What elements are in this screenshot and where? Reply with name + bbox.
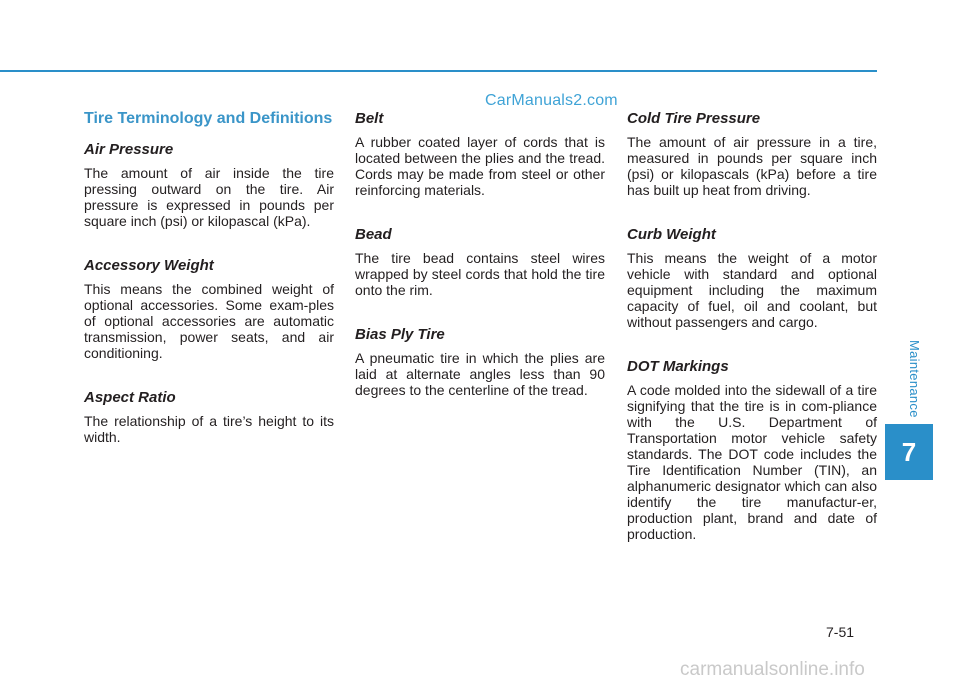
term-heading: Bias Ply Tire — [355, 326, 445, 343]
chapter-number-tab: 7 — [885, 424, 933, 480]
entry-cold-tire-pressure — [627, 110, 877, 198]
page-number: 7-51 — [826, 624, 855, 640]
term-heading: Accessory Weight — [84, 257, 214, 274]
entry-accessory-weight — [84, 257, 334, 361]
term-heading: DOT Markings — [627, 358, 729, 375]
term-definition: The amount of air inside the tire pressing outward on the tire. Air pressure is expressed in pounds per square inch (psi) or kilopascal (kPa). — [84, 165, 334, 229]
term-heading: Belt — [355, 110, 384, 127]
term-definition: The tire bead contains steel wires wrapped by steel cords that hold the tire onto the rim. — [355, 250, 605, 298]
column-3 — [627, 110, 877, 570]
term-heading: Air Pressure — [84, 141, 174, 158]
term-heading: Curb Weight — [627, 226, 716, 243]
term-definition: The relationship of a tire’s height to its width. — [84, 413, 334, 445]
term-definition: A rubber coated layer of cords that is located between the plies and the tread. Cords may be made from steel or other reinforcing materials. — [355, 134, 605, 198]
term-heading: Cold Tire Pressure — [627, 110, 761, 127]
watermark-bottom: carmanualsonline.info — [680, 659, 865, 680]
entry-aspect-ratio — [84, 389, 334, 445]
column-1 — [84, 110, 334, 473]
term-definition: This means the weight of a motor vehicle with standard and optional equipment including the maximum capacity of fuel, oil and coolant, but without passengers and cargo. — [627, 250, 877, 330]
term-definition: A pneumatic tire in which the plies are laid at alternate angles less than 90 degrees to the centerline of the tread. — [355, 350, 605, 398]
entry-bias-ply-tire — [355, 326, 605, 398]
entry-air-pressure — [84, 141, 334, 229]
term-definition: A code molded into the sidewall of a tire signifying that the tire is in com-pliance with the U.S. Department of Transportation motor vehicle safety standards. The DOT code includes the Tire Identification Number (TIN), an alphanumeric designator which can also identify the tire manufactur-er, production plant, brand and date of production. — [627, 382, 877, 542]
term-heading: Bead — [355, 226, 392, 243]
entry-bead — [355, 226, 605, 298]
term-definition: The amount of air pressure in a tire, measured in pounds per square inch (psi) or kilopascals (kPa) before a tire has built up heat from driving. — [627, 134, 877, 198]
entry-dot-markings — [627, 358, 877, 542]
entry-belt — [355, 110, 605, 198]
entry-curb-weight — [627, 226, 877, 330]
chapter-side-label: Maintenance — [907, 340, 922, 418]
column-2 — [355, 110, 605, 426]
section-title: Tire Terminology and Definitions — [84, 110, 333, 127]
term-definition: This means the combined weight of optional accessories. Some exam-ples of optional accessories are automatic transmission, power seats, and air conditioning. — [84, 281, 334, 361]
header-rule — [0, 70, 877, 72]
term-heading: Aspect Ratio — [84, 389, 176, 406]
watermark-top: CarManuals2.com — [485, 92, 618, 109]
